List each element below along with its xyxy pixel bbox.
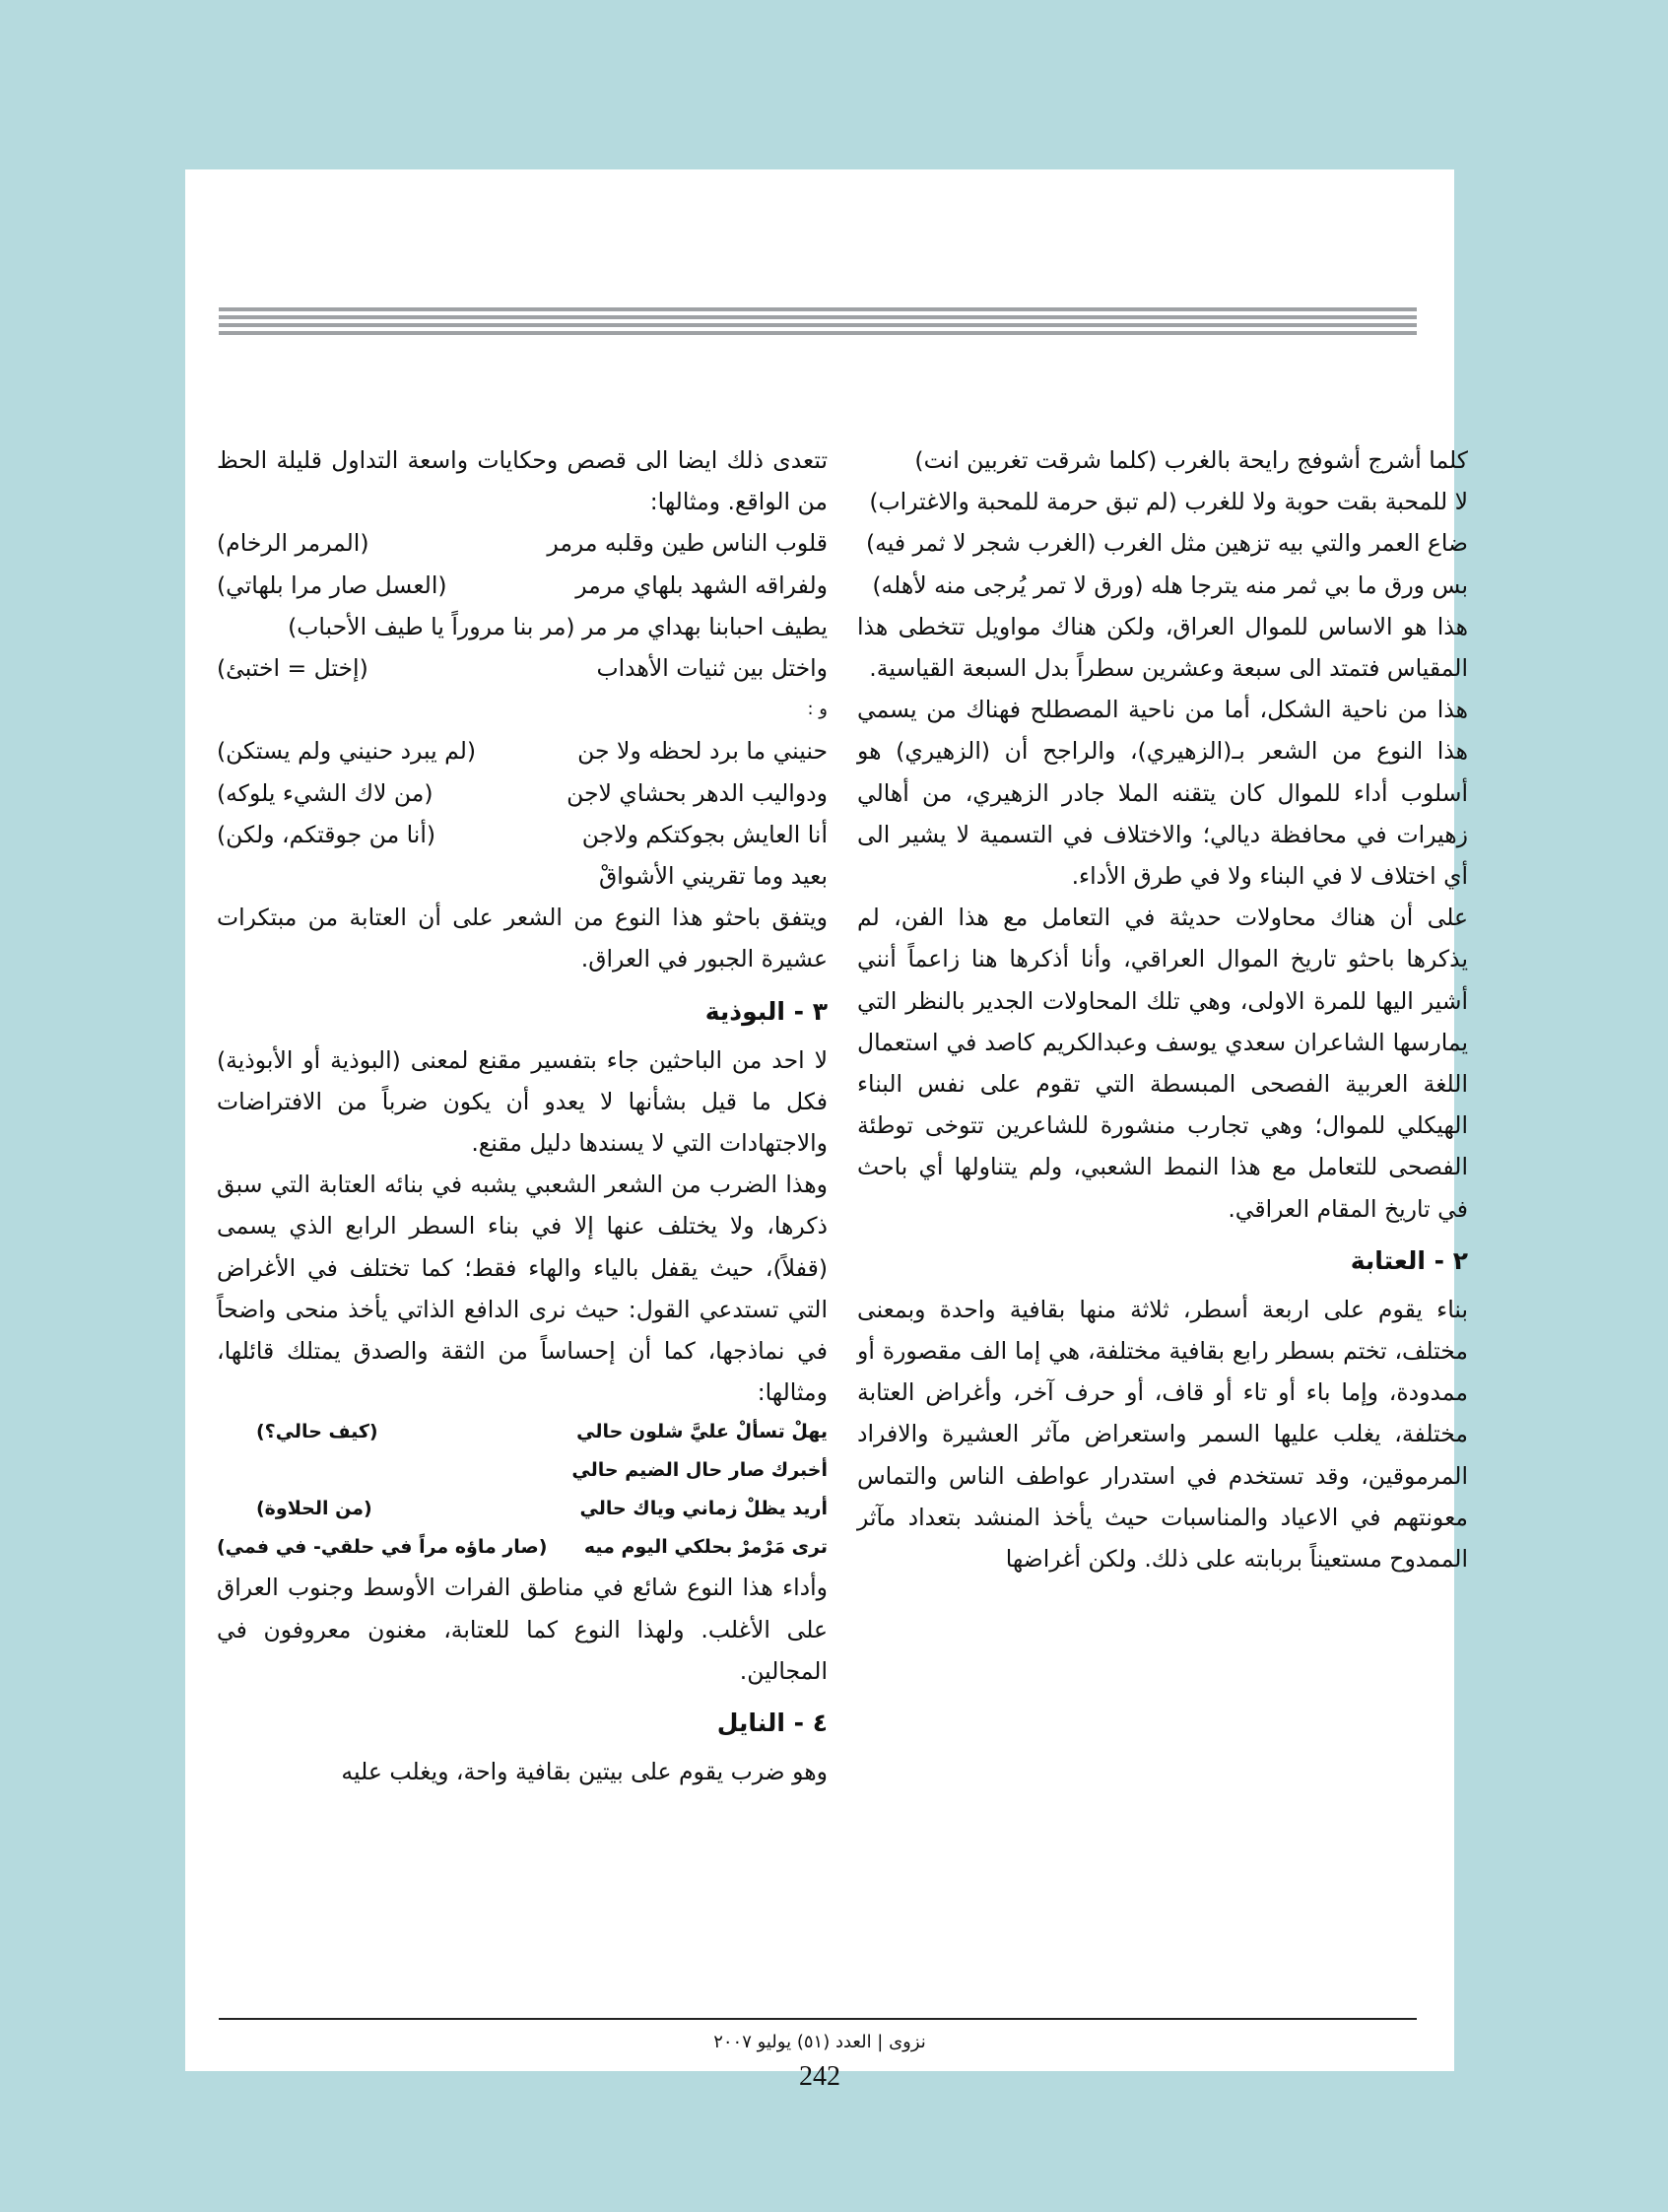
verse-line — [217, 1490, 828, 1528]
verse-text: أنا العايش بجوكتكم ولاجن — [581, 820, 828, 848]
paragraph: وهذا الضرب من الشعر الشعبي يشبه في بنائه العتابة التي سبق ذكرها، ولا يختلف عنها إلا في بناء السطر الرابع الذي يسمى (قفلاً)، حيث يقفل بالياء والهاء فقط؛ كما تختلف في الأغراض التي تستدعي القول: حيث نرى الدافع الذاتي يأخذ منحى واضحاً في نماذجها، كما أن إحساساً من الثقة والصدق يمتلك قائلها، ومثالها: — [217, 1171, 828, 1407]
section-heading: ٢ - العتابة — [1350, 1245, 1468, 1275]
paragraph: لا احد من الباحثين جاء بتفسير مقنع لمعنى (البوذية أو الأبوذية) فكل ما قيل بشأنها لا يعدو أن يكون ضرباً من الافتراضات والاجتهادات التي لا يسندها دليل مقنع. — [217, 1045, 828, 1158]
verse-gloss: (صار ماؤه مراً في حلقي- في فمي) — [217, 1536, 548, 1559]
verse-text: واختل بين ثنيات الأهداب — [596, 654, 828, 683]
verse-line: يطيف احبابنا بهداي مر مر (مر بنا مروراً يا طيف الأحباب) — [288, 612, 828, 640]
verse-text: أخبرك صار حال الضيم حالي — [571, 1459, 828, 1482]
section-heading: ٤ - النايل — [716, 1709, 828, 1738]
verse-line — [217, 772, 828, 814]
verse-line — [217, 730, 828, 771]
page-number: 242 — [799, 2061, 840, 2092]
verse-gloss: (المرمر الرخام) — [217, 529, 369, 558]
paragraph: على أن هناك محاولات حديثة في التعامل مع هذا الفن، لم يذكرها باحثو تاريخ الموال العراقي، وأنا أذكرها هنا زاعماً أنني أشير اليها للمرة الاولى، وهي تلك المحاولات الجدير بالنظر التي يمارسها الشاعران سعدي يوسف وعبدالكريم كاصد في استعمال اللغة العربية الفصحى المبسطة التي تقوم على نفس البناء الهيكلي للموال؛ وهي تجارب منشورة للشاعرين تتوخى توطئة الفصحى للتعامل مع هذا النمط الشعبي، ولم يتناولها أي باحث في تاريخ المقام العراقي. — [857, 904, 1468, 1223]
verse-gloss: (أنا من جوقتكم، ولكن) — [217, 820, 436, 848]
verse-line — [217, 1528, 828, 1567]
verse-text: ولفراقه الشهد بلهاي مرمر — [575, 570, 828, 599]
paragraph: وأداء هذا النوع شائع في مناطق الفرات الأوسط وجنوب العراق على الأغلب. ولهذا النوع كما للعتابة، مغنون معروفون في المجالين. — [217, 1574, 828, 1685]
right-column — [857, 439, 1468, 1579]
paragraph: وهو ضرب يقوم على بيتين بقافية واحة، ويغلب عليه — [341, 1758, 828, 1786]
header-rules — [219, 307, 1417, 339]
footer-divider — [219, 2018, 1417, 2020]
verse-text: ترى مَرْمرْ بحلكي اليوم ميه — [583, 1536, 828, 1559]
section-heading: ٣ - البوذية — [704, 996, 828, 1026]
poem-line: كلما أشرج أشوفج رايحة بالغرب (كلما شرقت تغربين انت) — [914, 446, 1468, 474]
verse-gloss: (من لاك الشيء يلوكه) — [217, 778, 434, 807]
paragraph: تتعدى ذلك ايضا الى قصص وحكايات واسعة التداول قليلة الحظ من الواقع. ومثالها: — [217, 446, 828, 516]
verse-text: أريد يظلْ زماني وياك حالي — [579, 1498, 828, 1520]
paragraph: هذا من ناحية الشكل، أما من ناحية المصطلح فهناك من يسمي هذا النوع من الشعر بـ(الزهيري)، والراجح أن (الزهيري) هو أسلوب أداء للموال كان يتقنه الملا جادر الزهيري، من أهالي زهيرات في محافظة ديالي؛ والاختلاف في التسمية لا يشير الى أي اختلاف لا في البناء ولا في طرق الأداء. — [857, 696, 1468, 891]
left-column — [217, 439, 828, 1792]
verse-block-small — [217, 1413, 828, 1567]
poem-line: لا للمحبة بقت حوبة ولا للغرب (لم تبق حرمة للمحبة والاغتراب) — [869, 488, 1468, 516]
poem-line: بس ورق ما بي ثمر منه يترجا هله (ورق لا تمر يُرجى منه لأهله) — [872, 570, 1468, 599]
paragraph: هذا هو الاساس للموال العراق، ولكن هناك مواويل تتخطى هذا المقياس فتمتد الى سبعة وعشرين سطراً بدل السبعة القياسية. — [857, 612, 1468, 683]
verse-line — [217, 814, 828, 855]
verse-line — [217, 522, 828, 564]
poem-line: ضاع العمر والتي بيه تزهين مثل الغرب (الغرب شجر لا ثمر فيه) — [866, 529, 1468, 558]
verse-gloss: (من الحلاوة) — [256, 1498, 372, 1520]
verse-gloss: (إختل = اختبئ) — [217, 654, 368, 683]
verse-text: ودواليب الدهر بحشاي لاجن — [567, 778, 828, 807]
verse-gloss: (لم يبرد حنيني ولم يستكن) — [217, 737, 477, 766]
verse-line: بعيد وما تقريني الأشواقْ — [599, 862, 828, 891]
issue-info: نزوى | العدد (٥١) يوليو ٢٠٠٧ — [713, 2032, 926, 2052]
magazine-page — [185, 169, 1468, 2092]
paragraph: ويتفق باحثو هذا النوع من الشعر على أن العتابة من مبتكرات عشيرة الجبور في العراق. — [217, 904, 828, 973]
verse-line — [217, 565, 828, 606]
verse-text: يهلْ تسألْ عليَّ شلون حالي — [576, 1421, 828, 1443]
verse-text: حنيني ما برد لحظه ولا جن — [577, 737, 828, 766]
conjunction: و : — [807, 699, 828, 720]
verse-text: قلوب الناس طين وقلبه مرمر — [547, 529, 828, 558]
verse-gloss: (كيف حالي؟) — [256, 1421, 378, 1443]
verse-line — [217, 647, 828, 689]
paragraph: بناء يقوم على اربعة أسطر، ثلاثة منها بقافية واحدة وبمعنى مختلف، تختم بسطر رابع بقافية مختلفة، هي إما الف مقصورة أو ممدودة، وإما باء أو تاء أو قاف، أو حرف آخر، وأغراض العتابة مختلفة، يغلب عليها السمر واستعراض مآثر العشيرة والافراد المرموقين، وقد تستخدم في استدرار عواطف الناس والتماس معونتهم في الاعياد والمناسبات حيث يأخذ المنشد بتعداد مآثر الممدوح مستعيناً بربابته على ذلك. ولكن أغراضها — [857, 1295, 1468, 1574]
verse-gloss: (العسل صار مرا بلهاتي) — [217, 570, 447, 599]
verse-line — [217, 1413, 828, 1451]
verse-line — [217, 1451, 828, 1490]
